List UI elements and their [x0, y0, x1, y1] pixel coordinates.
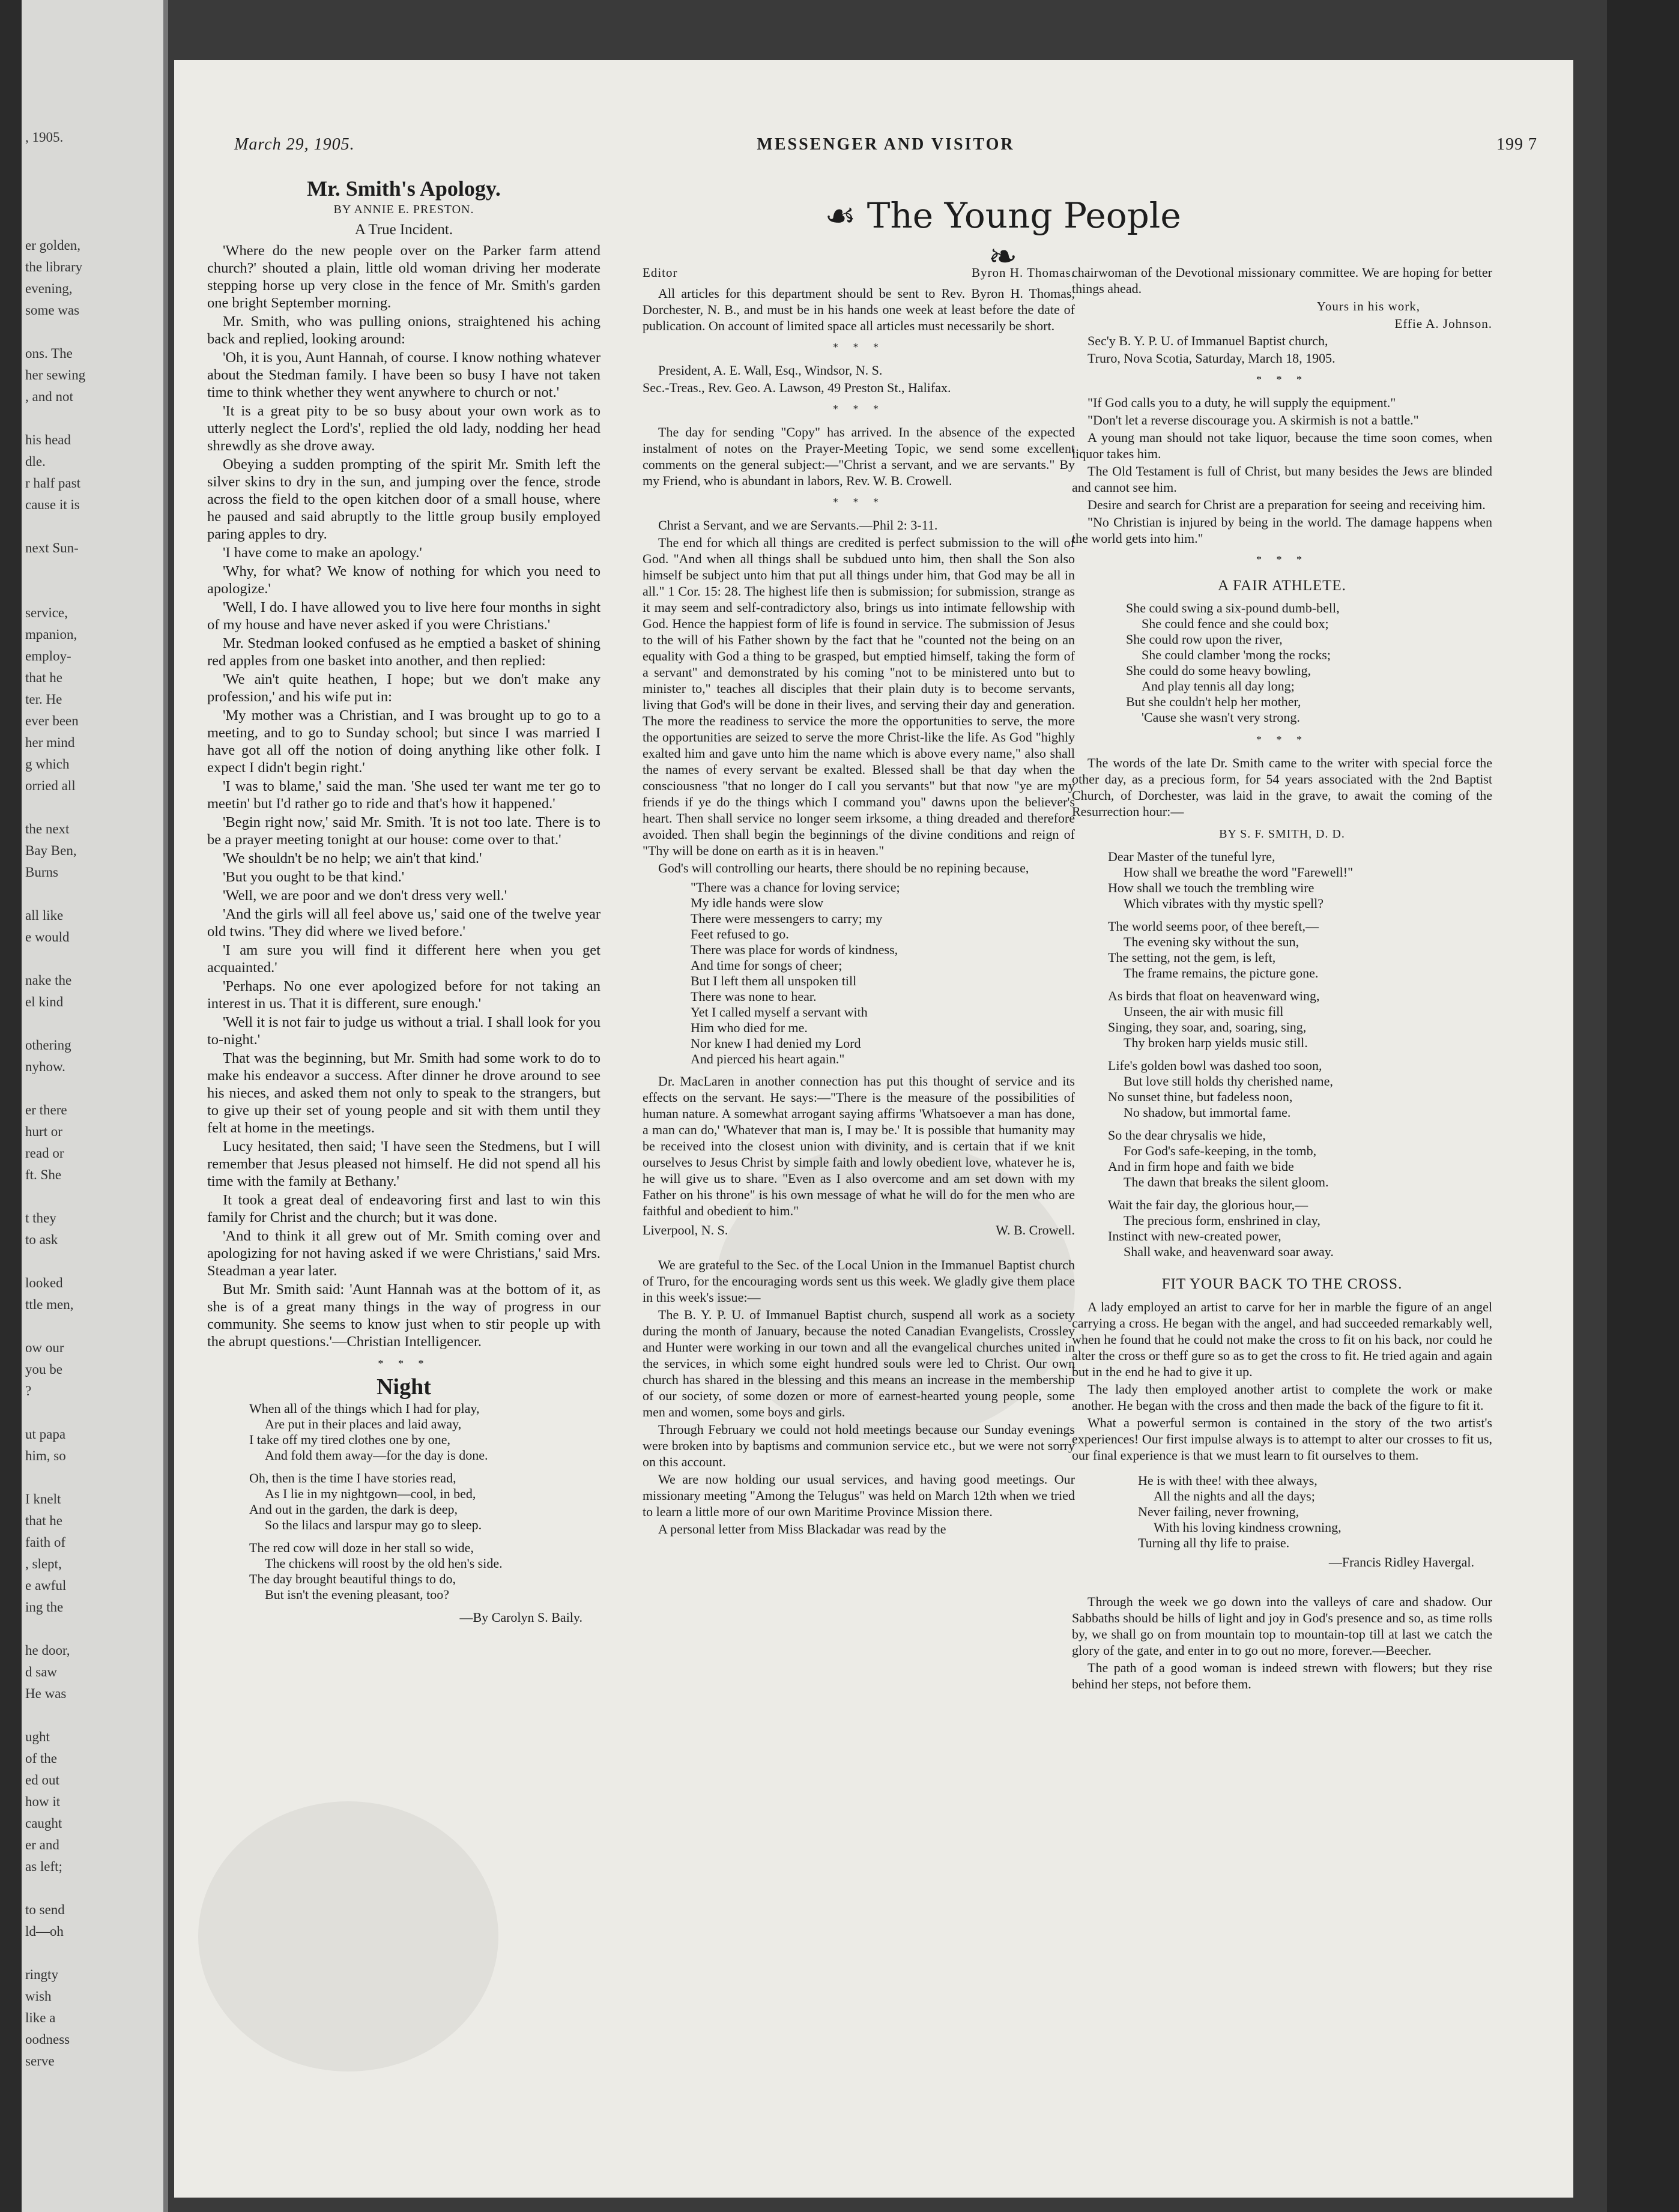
poem-line: The chickens will roost by the old hen's side. [265, 1556, 503, 1571]
adjacent-page-fragment: the library [25, 259, 83, 274]
adjacent-page-fragment: ow our [25, 1340, 64, 1355]
poem-line: There was none to hear. [691, 989, 817, 1004]
cross-paragraph: A lady employed an artist to carve for her in marble the figure of an angel carrying a cross. He began with the angel, and had succeeded remarkably well, when he found that he could not make the cross to fit on his back, nor could he alter the cross or theff gure so as to get the cross to fit. He tried again and again but in the end he had to give it up. [1072, 1299, 1492, 1379]
article-paragraph: Mr. Stedman looked confused as he emptied a basket of shining red apples from one basket into another, and then replied: [207, 635, 601, 669]
poem-line: And fold them away—for the day is done. [265, 1448, 488, 1463]
stanza-gap [1108, 1260, 1492, 1267]
poem-line: Turning all thy life to praise. [1138, 1535, 1290, 1550]
adjacent-page-fragment: his head [25, 432, 71, 447]
adjacent-page-fragment: t they [25, 1210, 56, 1225]
adjacent-page-fragment: , 1905. [25, 130, 64, 145]
poem-body [249, 1401, 601, 1603]
adjacent-page-fragment: some was [25, 303, 80, 318]
stanza-gap [249, 1463, 601, 1470]
article-paragraph: It took a great deal of endeavoring first and last to win this family for Christ and the church; but it was done. [207, 1192, 601, 1225]
poem-line: She could do some heavy bowling, [1126, 663, 1311, 678]
adjacent-page-fragment: nake the [25, 973, 72, 988]
smith-intro: The words of the late Dr. Smith came to the writer with special force the other day, as a precious form, for 54 years associated with the 2nd Baptist Church, of Dorchester, was laid in the grave, to await the coming of the Resurrection hour:— [1072, 755, 1492, 819]
article-paragraph: 'And the girls will all feel above us,' said one of the twelve year old twins. 'They did where we lived before.' [207, 906, 601, 940]
adjacent-page-fragment: nyhow. [25, 1059, 65, 1074]
poem-line: The frame remains, the picture gone. [1124, 965, 1319, 981]
essay-paragraph: God's will controlling our hearts, there should be no repining because, [658, 860, 1029, 875]
adjacent-page-fragment: e awful [25, 1578, 67, 1593]
adjacent-page-fragment: like a [25, 2010, 56, 2025]
poem-line: 'Cause she wasn't very strong. [1142, 710, 1300, 725]
adjacent-page-fragment: er golden, [25, 238, 80, 253]
poem-line: My idle hands were slow [691, 895, 824, 910]
page-header [234, 135, 1537, 164]
poem-line: There was place for words of kindness, [691, 942, 898, 957]
essay-place: Liverpool, N. S. [643, 1222, 728, 1237]
newspaper-page [174, 60, 1573, 2198]
maxims [1072, 394, 1492, 546]
poem-line: "There was a chance for loving service; [691, 880, 900, 895]
cross-article [1072, 1299, 1492, 1463]
banner-title: The Young People [867, 195, 1181, 236]
poem-line: So the dear chrysalis we hide, [1108, 1128, 1266, 1143]
poem-line: Which vibrates with thy mystic spell? [1124, 896, 1324, 911]
separator-stars: * * * [833, 341, 885, 353]
poem-line: The precious form, enshrined in clay, [1124, 1213, 1321, 1228]
adjacent-page-fragment: caught [25, 1816, 62, 1831]
adjacent-page-fragment: him, so [25, 1448, 66, 1463]
union-report [643, 1307, 1075, 1537]
adjacent-page-fragment: e would [25, 929, 70, 944]
adjacent-page-fragment: , slept, [25, 1556, 62, 1571]
header-title: MESSENGER AND VISITOR [757, 135, 1015, 154]
union-paragraph: A personal letter from Miss Blackadar was read by the [658, 1522, 946, 1537]
article-paragraph: But Mr. Smith said: 'Aunt Hannah was at the bottom of it, as she is of a great many things in the way of progress in our community. She seems to know just when to stir people up with the abrupt questions.'—Christian Intelligencer. [207, 1281, 601, 1350]
poem-title: Night [377, 1374, 431, 1400]
scan-edge-right [1607, 0, 1679, 2212]
poem-line: And play tennis all day long; [1142, 678, 1295, 694]
article-paragraph: 'We shouldn't be no help; we ain't that kind.' [223, 850, 482, 866]
poem-line: Wait the fair day, the glorious hour,— [1108, 1197, 1308, 1212]
article-paragraph: 'I was to blame,' said the man. 'She used ter want me ter go to meetin' but I'd rather go to ride and that's how it happened.' [207, 778, 601, 812]
report-continuation: chairwoman of the Devotional missionary committee. We are hoping for better things ahead. [1072, 265, 1492, 296]
signer-place: Truro, Nova Scotia, Saturday, March 18, 1905. [1088, 351, 1336, 366]
adjacent-page-fragment: ut papa [25, 1427, 66, 1442]
article-paragraph: 'Where do the new people over on the Parker farm attend church?' shouted a plain, little old woman driving her moderate stepping horse up very close in the fence of Mr. Smith's garden one bright September morning. [207, 243, 601, 311]
poem-line: He is with thee! with thee always, [1138, 1473, 1317, 1488]
poem-line: There were messengers to carry; my [691, 911, 883, 926]
topic-heading: Christ a Servant, and we are Servants.—Phil 2: 3-11. [658, 518, 938, 533]
article-paragraph: 'But you ought to be that kind.' [223, 869, 405, 885]
adjacent-page-fragment: Burns [25, 865, 58, 880]
banner-ornament-right: ❧ [988, 236, 1018, 277]
adjacent-page-fragment: ld—oh [25, 1924, 64, 1939]
adjacent-page-fragment: I knelt [25, 1491, 61, 1506]
adjacent-page-fragment: cause it is [25, 497, 80, 512]
maxim: "If God calls you to a duty, he will supply the equipment." [1088, 395, 1396, 410]
adjacent-page-fragment: serve [25, 2053, 55, 2068]
article-paragraph: 'Why, for what? We know of nothing for which you need to apologize.' [207, 563, 601, 597]
poem-line: Life's golden bowl was dashed too soon, [1108, 1058, 1322, 1073]
poem-line: How shall we breathe the word "Farewell!" [1124, 865, 1354, 880]
officer-secretary: Sec.-Treas., Rev. Geo. A. Lawson, 49 Preston St., Halifax. [643, 380, 951, 395]
adjacent-page-fragment: ringty [25, 1967, 58, 1982]
scan-edge-left [0, 0, 22, 2212]
havergal-attribution: —Francis Ridley Havergal. [1328, 1555, 1474, 1570]
article-paragraph: 'Well it is not fair to judge us without a trial. I shall look for you to-night.' [207, 1014, 601, 1048]
essay-author: W. B. Crowell. [996, 1222, 1075, 1237]
smith-poem [1108, 849, 1492, 1267]
stanza-gap [1108, 911, 1492, 919]
adjacent-page-fragment: to send [25, 1902, 65, 1917]
article-paragraph: 'I am sure you will find it different here when you get acquainted.' [207, 942, 601, 976]
signer-title: Sec'y B. Y. P. U. of Immanuel Baptist church, [1088, 333, 1328, 348]
adjacent-page-fragment: how it [25, 1794, 61, 1809]
poem-line: No sunset thine, but fadeless noon, [1108, 1089, 1293, 1104]
article-body [207, 242, 601, 1350]
poem-line: She could clamber 'mong the rocks; [1142, 647, 1331, 662]
poem-line: Oh, then is the time I have stories read, [249, 1470, 456, 1485]
adjacent-page-fragment: ever been [25, 713, 79, 728]
article-title: Mr. Smith's Apology. [307, 177, 501, 201]
poem-line: Dear Master of the tuneful lyre, [1108, 849, 1275, 864]
adjacent-page-fragment: of the [25, 1751, 58, 1766]
column-1 [207, 177, 601, 1626]
poem-line: But I left them all unspoken till [691, 973, 857, 988]
article-paragraph: That was the beginning, but Mr. Smith had some work to do to make his endeavor a success. After dinner he drove around to see his nieces, and asked them not only to speak to the strangers, but to give up their set of young people and sit with them until they felt at home in the meetings. [207, 1050, 601, 1136]
poem-line: When all of the things which I had for play, [249, 1401, 480, 1416]
poem-line: And time for songs of cheer; [691, 958, 843, 973]
article-byline: BY ANNIE E. PRESTON. [333, 203, 474, 216]
article-paragraph: 'It is a great pity to be so busy about your own work as to utterly neglect the Lord's', replied the old lady, nodding her head shrewdly as she drove away. [207, 403, 601, 454]
copy-note: The day for sending "Copy" has arrived. In the absence of the expected instalment of notes on the Prayer-Meeting Topic, we send some excellent comments on the general subject:—"Christ a servant, and we are servants." By my Friend, who is abundant in labors, Rev. W. B. Crowell. [643, 425, 1075, 488]
cross-paragraph: The lady then employed another artist to complete the work or make another. He began with the cross and then made the back of the figure to fit it. [1072, 1382, 1492, 1413]
poem-line: Unseen, the air with music fill [1124, 1004, 1284, 1019]
article-paragraph: Obeying a sudden prompting of the spirit Mr. Smith left the silver skins to dry in the sun, and jumping over the fence, strode across the field to the open kitchen door of a small house, where he paused and said abruptly to the little group busily employed paring apples to dry. [207, 456, 601, 542]
adjacent-page-fragment: ? [25, 1383, 32, 1398]
poem-line: So the lilacs and larspur may go to sleep. [265, 1517, 482, 1532]
poem-line: Feet refused to go. [691, 926, 789, 941]
athlete-poem [1126, 600, 1492, 725]
stanza-gap [1108, 981, 1492, 988]
adjacent-page-fragment: er and [25, 1837, 59, 1852]
poem-line: The day brought beautiful things to do, [249, 1571, 456, 1586]
smith-byline: BY S. F. SMITH, D. D. [1219, 827, 1345, 841]
beecher-quote: Through the week we go down into the valleys of care and shadow. Our Sabbaths should be hills of light and joy in God's presence and so, as time rolls by, we shall go on from mountain top to mountain-top till at last we catch the glory of the gate, and enter in to go out no more, forever.—Beecher. [1072, 1594, 1492, 1658]
union-intro: We are grateful to the Sec. of the Local Union in the Immanuel Baptist church of Truro, for the encouraging words sent us this week. We gladly give them place in this week's issue:— [643, 1257, 1075, 1305]
poem-line: But isn't the evening pleasant, too? [265, 1587, 450, 1602]
adjacent-page-fragment: dle. [25, 454, 46, 469]
adjacent-page-fragment: next Sun- [25, 540, 79, 555]
adjacent-page-fragment: ing the [25, 1600, 64, 1615]
poem-line: As birds that float on heavenward wing, [1108, 988, 1320, 1003]
spacer [1072, 1576, 1492, 1588]
adjacent-page-fragment: g which [25, 757, 70, 772]
adjacent-page-fragment: to ask [25, 1232, 58, 1247]
adjacent-page-strip [22, 0, 168, 2212]
adjacent-page-fragment: ter. He [25, 692, 62, 707]
adjacent-page-fragment: you be [25, 1362, 62, 1377]
editor-line [643, 264, 1075, 282]
poem-line: Thy broken harp yields music still. [1124, 1035, 1308, 1050]
poem-line: Never failing, never frowning, [1138, 1504, 1299, 1519]
article-paragraph: 'Oh, it is you, Aunt Hannah, of course. I know nothing whatever about the Stedman family. I have been so busy I have not taken time to think whether they went anywhere to church or not.' [207, 349, 601, 400]
essay-conclusion: Dr. MacLaren in another connection has put this thought of service and its effects on the servant. He says:—"There is the measure of the possibilities of human nature. A somewhat arrogant saying affirms 'Whatsoever a man has done, a man can do,' 'Whatever that man is, I may be.' It is possible that humanity may be received into the closest union with divinity, and is certain that if we knit ourselves to Jesus Christ by simple faith and lowly obedient love, whatever he is, he will give us to share. "Even as I also overcome and am set down with my Father on his throne" is his own message of what he will do for the men who are faithful and obedient to him." [643, 1074, 1075, 1218]
adjacent-page-fragment: wish [25, 1989, 52, 2004]
article-paragraph: 'I have come to make an apology.' [223, 545, 422, 561]
poem-line: I take off my tired clothes one by one, [249, 1432, 450, 1447]
adjacent-page-fragment: He was [25, 1686, 67, 1701]
adjacent-page-fragment: r half past [25, 476, 80, 491]
article-paragraph: 'And to think it all grew out of Mr. Smith coming over and apologizing for not having asked if we were Christians,' said Mrs. Steadman a year later. [207, 1228, 601, 1279]
adjacent-page-fragment: all like [25, 908, 64, 923]
article-paragraph: 'We ain't quite heathen, I hope; but we don't make any profession,' and his wife put in: [207, 671, 601, 705]
poem-line: She could swing a six-pound dumb-bell, [1126, 600, 1340, 615]
quoted-poem [691, 880, 1075, 1067]
editor-name: Byron H. Thomas. [972, 265, 1075, 280]
header-date: March 29, 1905. [234, 135, 355, 154]
adjacent-page-fragment: ed out [25, 1772, 59, 1787]
maxim: The Old Testament is full of Christ, but many besides the Jews are blinded and cannot see him. [1072, 464, 1492, 495]
article-paragraph: Lucy hesitated, then said; 'I have seen the Stedmens, but I will remember that Jesus pleased not himself. He did not spend all his time with the family at Bethany.' [207, 1138, 601, 1189]
adjacent-page-fragment: el kind [25, 994, 64, 1009]
maxim: Desire and search for Christ are a preparation for seeing and receiving him. [1088, 497, 1486, 512]
poem-line: How shall we touch the trembling wire [1108, 880, 1314, 895]
spacer [643, 1245, 1075, 1251]
poem-line: Are put in their places and laid away, [265, 1416, 462, 1431]
poem-line: No shadow, but immortal fame. [1124, 1105, 1291, 1120]
adjacent-page-fragment: service, [25, 605, 68, 620]
adjacent-page-fragment: read or [25, 1146, 64, 1161]
poem-line: Instinct with new-created power, [1108, 1228, 1281, 1243]
poem-line: With his loving kindness crowning, [1154, 1520, 1342, 1535]
submission-note: All articles for this department should be sent to Rev. Byron H. Thomas, Dorchester, N. B., and must be in his hands one week at least before the date of publication. On account of limited space all articles must necessarily be short. [643, 286, 1075, 333]
poem-line: All the nights and all the days; [1154, 1488, 1315, 1503]
adjacent-page-fragment: d saw [25, 1664, 58, 1679]
adjacent-page-fragment: that he [25, 1513, 62, 1528]
adjacent-page-fragment: ught [25, 1729, 50, 1744]
adjacent-page-fragment: evening, [25, 281, 73, 296]
poem-line: The dawn that breaks the silent gloom. [1124, 1174, 1329, 1189]
header-page-number: 199 7 [1496, 135, 1537, 154]
stanza-gap [1108, 1120, 1492, 1128]
article-paragraph: 'Well, we are poor and we don't dress very well.' [223, 887, 507, 904]
poem-line: The evening sky without the sun, [1124, 934, 1299, 949]
separator-stars: * * * [833, 496, 885, 508]
poem-line: As I lie in my nightgown—cool, in bed, [265, 1486, 476, 1501]
poem-line: She could fence and she could box; [1142, 616, 1329, 631]
adjacent-page-fragment: hurt or [25, 1124, 62, 1139]
stanza-gap [249, 1533, 601, 1540]
poem-line: The world seems poor, of thee bereft,— [1108, 919, 1319, 934]
poem-line: The setting, not the gem, is left, [1108, 950, 1276, 965]
poem-line: Yet I called myself a servant with [691, 1005, 868, 1020]
article-paragraph: 'Well, I do. I have allowed you to live here four months in sight of my house and have never asked if you were Christians.' [207, 599, 601, 633]
maxim: "No Christian is injured by being in the world. The damage happens when the world gets into him." [1072, 515, 1492, 546]
adjacent-page-fragment: looked [25, 1275, 63, 1290]
article-subtitle: A True Incident. [354, 222, 453, 238]
poem-line: She could row upon the river, [1126, 632, 1283, 647]
poem-line: For God's safe-keeping, in the tomb, [1124, 1143, 1317, 1158]
poem-line: The red cow will doze in her stall so wide, [249, 1540, 474, 1555]
banner-ornament-left: ☙ [824, 195, 867, 236]
editor-label: Editor [643, 265, 678, 280]
separator-stars: * * * [378, 1358, 430, 1370]
havergal-poem [1138, 1473, 1492, 1551]
adjacent-page-fragment: employ- [25, 648, 71, 663]
poem-line: Him who died for me. [691, 1020, 808, 1035]
report-closing: Yours in his work, [1316, 299, 1420, 313]
adjacent-page-fragment: her sewing [25, 367, 86, 382]
closing-quote: The path of a good woman is indeed strewn with flowers; but they rise behind her steps, not before them. [1072, 1660, 1492, 1691]
poem-line: Shall wake, and heavenward soar away. [1124, 1244, 1334, 1259]
adjacent-page-fragment: the next [25, 821, 70, 836]
essay-body [643, 534, 1075, 876]
article-paragraph: Mr. Smith, who was pulling onions, straightened his aching back and replied, looking around: [207, 313, 601, 347]
poem-line: And pierced his heart again." [691, 1051, 845, 1066]
separator-stars: * * * [1256, 734, 1308, 746]
union-paragraph: We are now holding our usual services, and having good meetings. Our missionary meeting "Among the Telugus" was held on March 12th when we tried to learn a little more of our own Maritime Province Mission there. [643, 1472, 1075, 1519]
poem-line: But love still holds thy cherished name, [1124, 1074, 1333, 1089]
poem-line: Singing, they soar, and, soaring, sing, [1108, 1020, 1307, 1035]
article-paragraph: 'Perhaps. No one ever apologized before for not taking an interest in us. That it is different, sure enough.' [207, 978, 601, 1012]
adjacent-page-fragment: mpanion, [25, 627, 77, 642]
adjacent-page-fragment: ttle men, [25, 1297, 74, 1312]
separator-stars: * * * [1256, 554, 1308, 566]
adjacent-page-fragment: ft. She [25, 1167, 62, 1182]
adjacent-page-fragment: er there [25, 1102, 67, 1117]
adjacent-page-fragment: he door, [25, 1643, 70, 1658]
adjacent-page-fragment: that he [25, 670, 62, 685]
cross-paragraph: What a powerful sermon is contained in the story of the two artist's experiences! Our first impulse always is to attempt to alter our crosses to fit us, our final experience is that we must learn to fit ourselves to them. [1072, 1415, 1492, 1463]
report-signer: Effie A. Johnson. [1394, 316, 1492, 331]
stanza-gap [1108, 1051, 1492, 1058]
stanza-gap [1108, 1190, 1492, 1197]
poem-line: And out in the garden, the dark is deep, [249, 1502, 458, 1517]
adjacent-page-fragment: Bay Ben, [25, 843, 77, 858]
article-paragraph: 'Begin right now,' said Mr. Smith. 'It is not too late. There is to be a prayer meeting tonight at our house: come over to that.' [207, 814, 601, 848]
essay-signature [643, 1221, 1075, 1239]
poem-attribution: —By Carolyn S. Baily. [459, 1610, 582, 1625]
adjacent-page-fragment: faith of [25, 1535, 66, 1550]
adjacent-page-fragment: oodness [25, 2032, 70, 2047]
column-3 [1072, 264, 1492, 1693]
union-paragraph: The B. Y. P. U. of Immanuel Baptist church, suspend all work as a society during the month of January, because the noted Canadian Evangelists, Crossley and Hunter were working in our town and all the evangelical churches united in the services, in which some eight hundred souls were led to Christ. Our own church has shared in the blessing and this means an increase in the membership of our society, of some dozen or more of earnest-hearted young people, some men and women, some boys and girls. [643, 1307, 1075, 1419]
adjacent-page-fragment: her mind [25, 735, 75, 750]
poem-line: But she couldn't help her mother, [1126, 694, 1301, 709]
poem-line: And in firm hope and faith we bide [1108, 1159, 1294, 1174]
adjacent-page-fragment: othering [25, 1038, 71, 1053]
officer-president: President, A. E. Wall, Esq., Windsor, N. S. [658, 363, 883, 378]
athlete-title: A FAIR ATHLETE. [1218, 578, 1346, 594]
essay-paragraph: The end for which all things are credited is perfect submission to the will of God. "And when all things shall be subdued unto him, then shall the Son also himself be subject unto him that put all things under him, that God may be all in all." 1 Cor. 15: 28. The highest life then is submission; for submission, strange as it may seem and self-contradictory also, brings us into intimate fellowship with God. Hence the happiest form of life is found in service. The submission of Jesus to the will of his Father shown by the fact that he "counted not the being on an equality with God a thing to be grasped, but emptied himself, taking the form of a servant" and demonstrated by his coming "not to be ministered unto but to minister to," teaches all disciples that their plain duty is to become servants, living that God's will be done in their lives, and serving their day and generation. The more the readiness to service the more the opportunities to serve, the more the opportunities are seized to serve the more Christ-like the life. As God "highly exalted him and gave unto him the name which is above every name," also shall the names of every servant be exalted. Blessed shall be that day when the consciousness "that no longer do I call you servants" but that now "ye are my friends if ye do the things which I command you" dawns upon the believer's heart. Then shall service no longer seem irksome, a thing dreaded and therefore avoided. Then shall begin the beginnings of the divine conditions and reign of "Thy will be done on earth as it is in heaven." [643, 535, 1075, 858]
poem-line: Nor knew I had denied my Lord [691, 1036, 861, 1051]
adjacent-page-fragment: orried all [25, 778, 76, 793]
article-paragraph: 'My mother was a Christian, and I was brought up to go to a meeting, and to go to Sunday school; but since I was married I have got all off the notion of doing anything like other folk. I expect I didn't begin right.' [207, 707, 601, 776]
adjacent-page-fragment: , and not [25, 389, 73, 404]
paper-stain [198, 1801, 498, 2071]
union-paragraph: Through February we could not hold meetings because our Sunday evenings were broken into by baptisms and communion service etc., but we were not sorry on this account. [643, 1422, 1075, 1469]
maxim: "Don't let a reverse discourage you. A skirmish is not a battle." [1088, 412, 1419, 428]
adjacent-page-fragment: ons. The [25, 346, 73, 361]
adjacent-page-fragment: as left; [25, 1859, 62, 1874]
separator-stars: * * * [833, 403, 885, 415]
separator-stars: * * * [1256, 373, 1308, 385]
cross-title: FIT YOUR BACK TO THE CROSS. [1161, 1276, 1403, 1292]
maxim: A young man should not take liquor, because the time soon comes, when liquor takes him. [1072, 430, 1492, 461]
column-2 [643, 264, 1075, 1538]
